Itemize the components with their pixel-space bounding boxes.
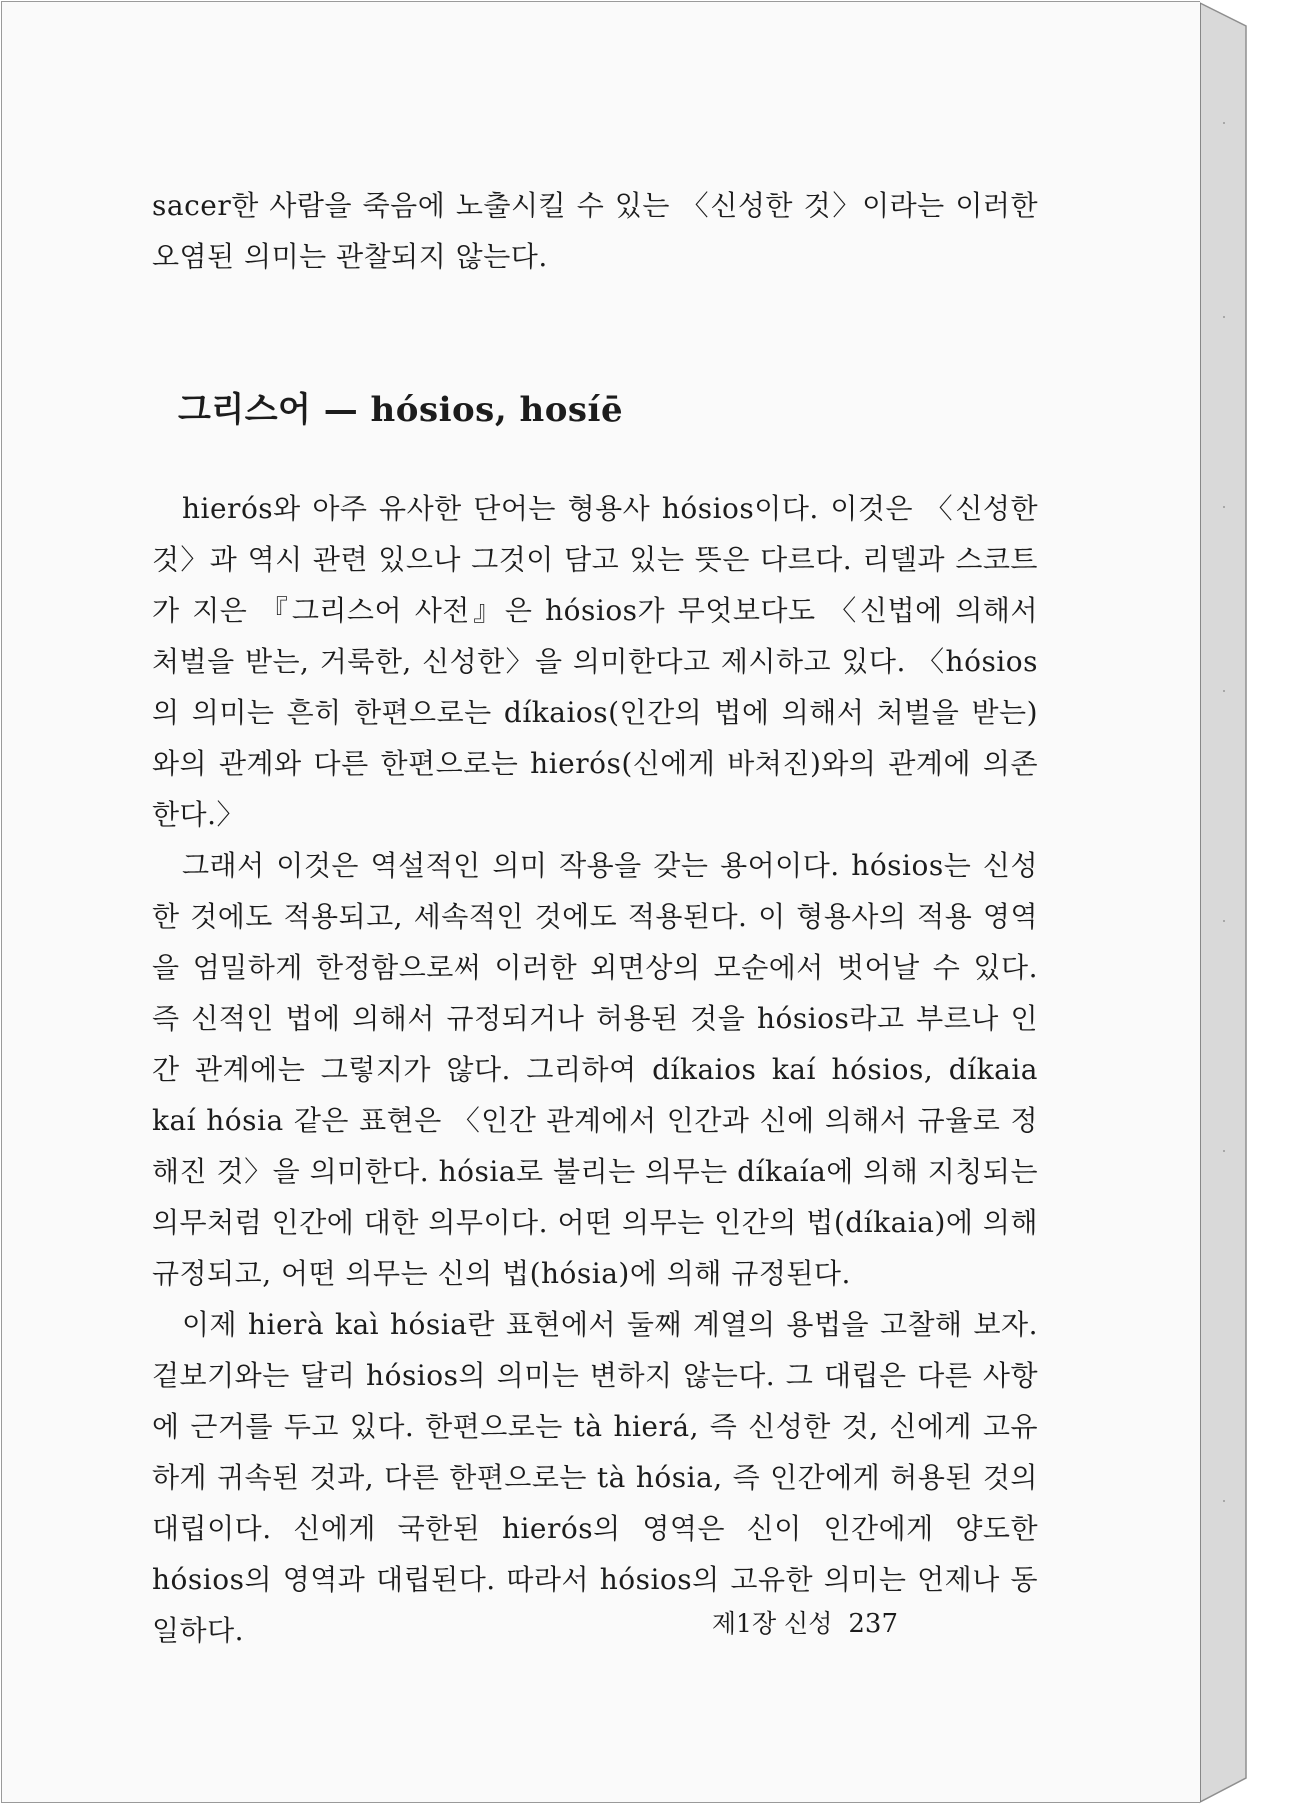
paragraph-2: 그래서 이것은 역설적인 의미 작용을 갖는 용어이다. hósios는 신성한 것에도 적용되고, 세속적인 것에도 적용된다. 이 형용사의 적용 영역을 엄밀하게 한정함으로써 이러한 외면상의 모순에서 벗어날 수 있다. 즉 신적인 법에 의해서 규정되거나 허용된 것을 hósios라고 부르나 인간 관계에는 그렇지가 않다. 그리하여 díkaios kaí hósios, díkaia kaí hósia 같은 표현은 〈인간 관계에서 인간과 신에 의해서 규율로 정해진 것〉을 의미한다. hósia로 불리는 의무는 díkaía에 의해 지칭되는 의무처럼 인간에 대한 의무이다. 어떤 의무는 인간의 법(díkaia)에 의해 규정되고, 어떤 의무는 신의 법(hósia)에 의해 규정된다.: [152, 849, 1038, 1290]
intro-text: [152, 180, 1038, 282]
paragraph-1: hierós와 아주 유사한 단어는 형용사 hósios이다. 이것은 〈신성한 것〉과 역시 관련 있으나 그것이 담고 있는 뜻은 다르다. 리델과 스코트가 지은 『그리스어 사전』은 hósios가 무엇보다도 〈신법에 의해서 처벌을 받는, 거룩한, 신성한〉을 의미한다고 제시하고 있다. 〈hósios의 의미는 흔히 한편으로는 díkaios(인간의 법에 의해서 처벌을 받는)와의 관계와 다른 한편으로는 hierós(신에게 바쳐진)와의 관계에 의존한다.〉: [152, 492, 1038, 831]
section-heading: 그리스어 — hósios, hosíē: [178, 390, 624, 430]
body-text: [152, 483, 1038, 1656]
page-number: 237: [848, 1609, 898, 1639]
intro-paragraph: sacer한 사람을 죽음에 노출시킬 수 있는 〈신성한 것〉이라는 이러한 오염된 의미는 관찰되지 않는다.: [152, 189, 1038, 273]
chapter-title: 제1장 신성: [711, 1609, 833, 1638]
page-footer: [712, 1604, 898, 1640]
paragraph-3: 이제 hierà kaì hósia란 표현에서 둘째 계열의 용법을 고찰해 보자. 겉보기와는 달리 hósios의 의미는 변하지 않는다. 그 대립은 다른 사항에 근거를 두고 있다. 한편으로는 tà hierá, 즉 신성한 것, 신에게 고유하게 귀속된 것과, 다른 한편으로는 tà hósia, 즉 인간에게 허용된 것의 대립이다. 신에게 국한된 hierós의 영역은 신이 인간에게 양도한 hósios의 영역과 대립된다. 따라서 hósios의 고유한 의미는 언제나 동일하다.: [152, 1308, 1038, 1647]
book-page: [1, 1, 1200, 1803]
page-edge: [1196, 0, 1252, 1806]
